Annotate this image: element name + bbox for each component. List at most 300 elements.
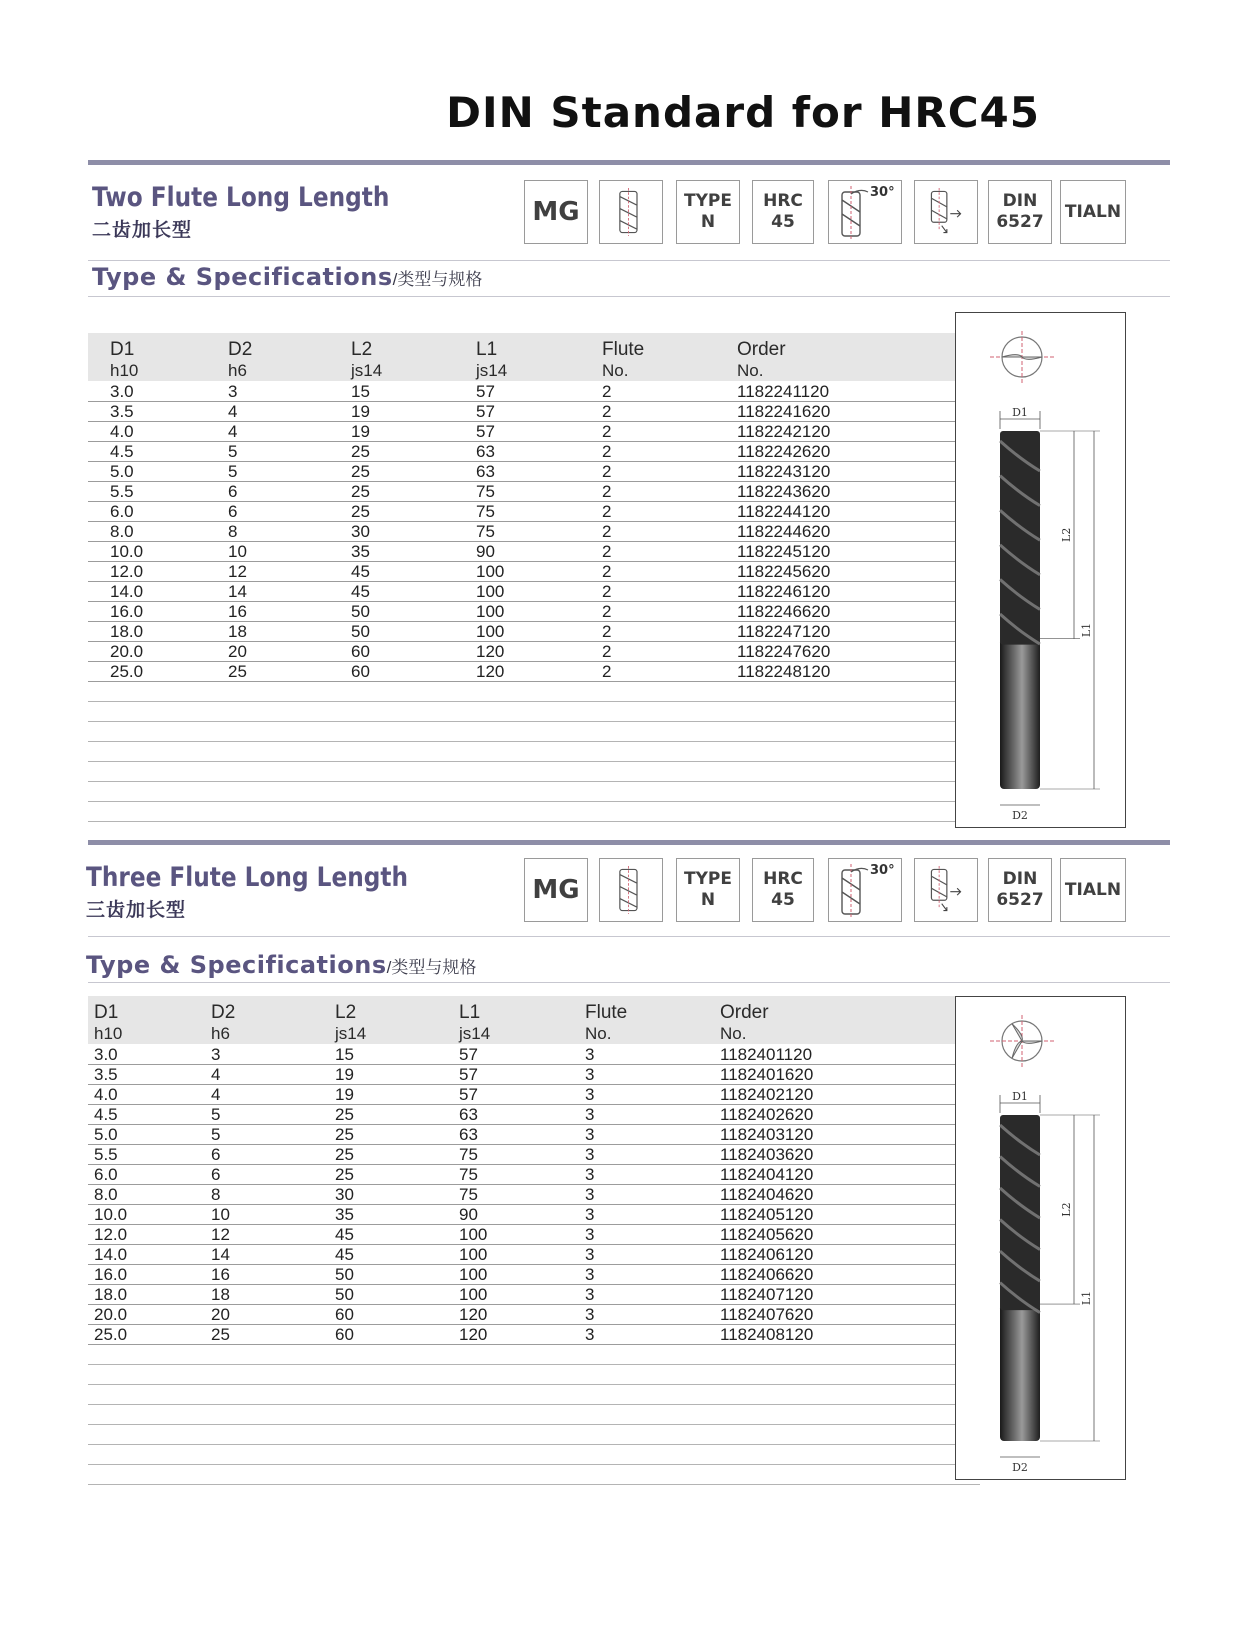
table-row <box>88 1244 980 1265</box>
table-cell: 100 <box>476 582 505 601</box>
table-cell: 3 <box>585 1185 595 1204</box>
table-row <box>88 641 980 662</box>
column-header <box>211 1002 235 1044</box>
table-cell: 15 <box>351 382 370 401</box>
table-cell: 1182246120 <box>737 582 831 601</box>
table-cell: 25 <box>335 1105 354 1124</box>
spec-badge <box>752 858 814 922</box>
table-cell: 1182241120 <box>737 382 830 401</box>
table-cell: 2 <box>602 662 612 681</box>
column-header-label: Order <box>720 1002 769 1023</box>
table-cell: 18 <box>211 1285 230 1304</box>
table-cell: 120 <box>476 662 505 681</box>
table-cell: 100 <box>459 1225 488 1244</box>
empty-table-row <box>88 761 980 782</box>
badge-label: 30° <box>870 185 895 200</box>
end-mill-drawing <box>956 313 1124 826</box>
column-header-label: Flute <box>602 339 645 360</box>
table-cell: 3 <box>585 1305 595 1324</box>
table-cell: 16.0 <box>110 602 144 621</box>
d1-label: D1 <box>1012 1090 1028 1103</box>
table-cell: 4.5 <box>110 442 134 461</box>
table-cell: 12 <box>211 1225 230 1244</box>
table-cell: 14 <box>228 582 247 601</box>
table-cell: 75 <box>459 1185 478 1204</box>
spec-title-en: Type & Specifications <box>92 263 393 291</box>
table-cell: 50 <box>351 602 370 621</box>
table-row <box>88 1164 980 1185</box>
table-cell: 10 <box>211 1205 230 1224</box>
empty-table-row <box>88 1464 980 1485</box>
table-cell: 3 <box>585 1125 595 1144</box>
helix-angle-30-icon <box>830 182 900 242</box>
table-cell: 19 <box>351 422 370 441</box>
table-cell: 1182241620 <box>737 402 831 421</box>
column-header-sub: js14 <box>459 1024 491 1043</box>
table-cell: 25 <box>351 482 370 501</box>
column-header-label: Order <box>737 339 786 360</box>
badge-label: N <box>700 890 716 910</box>
table-cell: 8.0 <box>110 522 134 541</box>
column-header <box>720 1002 769 1044</box>
center-cutting-icon <box>916 860 976 920</box>
table-row <box>88 1104 980 1125</box>
table-row <box>88 1064 980 1085</box>
table-cell: 3 <box>211 1045 221 1064</box>
badge-label: HRC <box>763 191 803 211</box>
table-row <box>88 401 980 422</box>
table-cell: 57 <box>459 1085 478 1104</box>
column-header-sub: No. <box>737 361 764 380</box>
table-cell: 1182406120 <box>720 1245 814 1264</box>
table-cell: 1182401620 <box>720 1065 814 1084</box>
table-cell: 100 <box>459 1285 488 1304</box>
table-cell: 90 <box>459 1205 478 1224</box>
table-cell: 100 <box>459 1265 488 1284</box>
table-cell: 5 <box>211 1125 221 1144</box>
spec-badge <box>524 180 588 244</box>
table-cell: 4 <box>228 422 238 441</box>
end-mill-drawing <box>956 997 1124 1478</box>
table-cell: 5.5 <box>94 1145 118 1164</box>
table-cell: 3 <box>585 1165 595 1184</box>
table-cell: 4 <box>211 1085 221 1104</box>
table-cell: 3 <box>585 1205 595 1224</box>
spec-badge <box>676 858 740 922</box>
tool-diagram <box>955 312 1126 828</box>
table-row <box>88 481 980 502</box>
divider-line <box>88 296 1170 297</box>
table-header <box>88 996 980 1044</box>
table-cell: 18 <box>228 622 247 641</box>
table-cell: 6.0 <box>94 1165 118 1184</box>
flute-helix-badge <box>599 180 663 244</box>
spec-table <box>88 996 980 1488</box>
table-cell: 14 <box>211 1245 230 1264</box>
column-header <box>228 339 252 381</box>
badge-label: DIN <box>1002 869 1038 889</box>
table-cell: 1182405620 <box>720 1225 814 1244</box>
table-row <box>88 541 980 562</box>
table-cell: 2 <box>602 402 612 421</box>
column-header-sub: h10 <box>94 1024 123 1043</box>
table-cell: 1182401120 <box>720 1045 813 1064</box>
spec-title <box>86 951 476 979</box>
table-cell: 25 <box>335 1165 354 1184</box>
section-subtitle: 三齿加长型 <box>86 900 187 921</box>
badge-label: 6527 <box>996 212 1044 232</box>
spec-badge <box>1060 858 1126 922</box>
table-cell: 75 <box>459 1165 478 1184</box>
table-row <box>88 421 980 442</box>
table-cell: 3 <box>585 1105 595 1124</box>
table-cell: 3 <box>228 382 238 401</box>
section-divider <box>88 160 1170 165</box>
column-header-label: D2 <box>211 1002 236 1023</box>
table-row <box>88 1304 980 1325</box>
table-cell: 25.0 <box>110 662 144 681</box>
table-cell: 3 <box>585 1325 595 1344</box>
table-cell: 10.0 <box>94 1205 128 1224</box>
table-row <box>88 561 980 582</box>
column-header <box>459 1002 490 1044</box>
table-cell: 1182402120 <box>720 1085 814 1104</box>
table-cell: 35 <box>351 542 370 561</box>
table-cell: 75 <box>476 502 495 521</box>
table-cell: 10 <box>228 542 247 561</box>
table-cell: 3 <box>585 1085 595 1104</box>
table-cell: 75 <box>459 1145 478 1164</box>
d2-label: D2 <box>1012 1461 1028 1474</box>
table-cell: 5 <box>228 442 238 461</box>
divider-line <box>88 936 1170 937</box>
flute-helix-icon <box>601 182 661 242</box>
table-cell: 2 <box>602 502 612 521</box>
table-cell: 2 <box>602 602 612 621</box>
center-cutting-badge <box>914 180 978 244</box>
spec-title-cn: /类型与规格 <box>386 958 477 977</box>
column-header-label: D1 <box>110 339 135 360</box>
table-cell: 4.0 <box>110 422 134 441</box>
badge-label: DIN <box>1002 191 1038 211</box>
column-header-label: Flute <box>585 1002 628 1023</box>
table-row <box>88 1124 980 1145</box>
table-cell: 1182408120 <box>720 1325 814 1344</box>
table-row <box>88 521 980 542</box>
table-cell: 2 <box>602 622 612 641</box>
table-cell: 1182405120 <box>720 1205 814 1224</box>
table-cell: 2 <box>602 582 612 601</box>
table-cell: 16 <box>228 602 247 621</box>
table-cell: 2 <box>602 422 612 441</box>
table-cell: 1182404620 <box>720 1185 814 1204</box>
spec-title-cn: /类型与规格 <box>392 270 483 289</box>
table-cell: 19 <box>335 1065 354 1084</box>
table-cell: 4 <box>228 402 238 421</box>
section-title: Three Flute Long Length <box>86 862 409 893</box>
table-cell: 57 <box>476 422 495 441</box>
table-cell: 3 <box>585 1065 595 1084</box>
empty-table-row <box>88 781 980 802</box>
column-header-sub: js14 <box>351 361 383 380</box>
table-cell: 1182242120 <box>737 422 831 441</box>
table-row <box>88 381 980 402</box>
table-cell: 3 <box>585 1225 595 1244</box>
table-cell: 5.5 <box>110 482 134 501</box>
table-cell: 120 <box>459 1325 488 1344</box>
table-row <box>88 1144 980 1165</box>
table-cell: 1182407120 <box>720 1285 814 1304</box>
column-header <box>94 1002 122 1044</box>
section-1 <box>0 160 1258 840</box>
table-cell: 57 <box>459 1045 478 1064</box>
table-cell: 1182243620 <box>737 482 831 501</box>
column-header-sub: js14 <box>335 1024 367 1043</box>
table-cell: 1182245120 <box>737 542 831 561</box>
table-cell: 6.0 <box>110 502 134 521</box>
table-cell: 4 <box>211 1065 221 1084</box>
table-cell: 14.0 <box>110 582 144 601</box>
table-cell: 45 <box>351 582 370 601</box>
badge-label: N <box>700 212 716 232</box>
table-cell: 63 <box>476 462 495 481</box>
table-cell: 2 <box>602 482 612 501</box>
table-cell: 12 <box>228 562 247 581</box>
table-cell: 57 <box>476 402 495 421</box>
column-header-sub: No. <box>720 1024 747 1043</box>
table-cell: 1182247620 <box>737 642 831 661</box>
table-cell: 6 <box>211 1165 221 1184</box>
spec-badge <box>988 858 1052 922</box>
badge-label: TIALN <box>1064 879 1122 900</box>
table-row <box>88 1264 980 1285</box>
table-cell: 20 <box>211 1305 230 1324</box>
helix-angle-30-badge <box>828 858 902 922</box>
table-cell: 20.0 <box>94 1305 128 1324</box>
table-cell: 2 <box>602 522 612 541</box>
section-2 <box>0 840 1258 1490</box>
table-cell: 75 <box>476 522 495 541</box>
table-cell: 35 <box>335 1205 354 1224</box>
column-header <box>351 339 382 381</box>
table-cell: 5.0 <box>110 462 134 481</box>
badge-label: TYPE <box>684 191 732 211</box>
empty-table-row <box>88 721 980 742</box>
column-header-sub: h10 <box>110 361 139 380</box>
table-cell: 3.5 <box>110 402 134 421</box>
column-header <box>335 1002 366 1044</box>
table-cell: 120 <box>476 642 505 661</box>
l2-label: L2 <box>1060 527 1073 542</box>
spec-title-en: Type & Specifications <box>86 951 387 979</box>
empty-table-row <box>88 681 980 702</box>
empty-table-row <box>88 1384 980 1405</box>
table-cell: 2 <box>602 562 612 581</box>
badge-label: MG <box>532 196 580 227</box>
table-cell: 45 <box>335 1225 354 1244</box>
helix-angle-30-icon <box>830 860 900 920</box>
table-cell: 3.5 <box>94 1065 118 1084</box>
table-cell: 2 <box>602 382 612 401</box>
table-cell: 1182244120 <box>737 502 831 521</box>
table-cell: 10.0 <box>110 542 144 561</box>
column-header <box>737 339 786 381</box>
table-cell: 25 <box>351 502 370 521</box>
table-cell: 60 <box>335 1325 354 1344</box>
table-cell: 45 <box>351 562 370 581</box>
spec-badge <box>524 858 588 922</box>
empty-table-row <box>88 1364 980 1385</box>
table-cell: 19 <box>351 402 370 421</box>
table-cell: 75 <box>476 482 495 501</box>
table-row <box>88 501 980 522</box>
table-cell: 90 <box>476 542 495 561</box>
table-cell: 3 <box>585 1265 595 1284</box>
column-header-label: D1 <box>94 1002 119 1023</box>
table-cell: 25 <box>351 442 370 461</box>
column-header-sub: h6 <box>211 1024 230 1043</box>
table-cell: 1182404120 <box>720 1165 814 1184</box>
table-row <box>88 621 980 642</box>
column-header-sub: h6 <box>228 361 247 380</box>
empty-table-row <box>88 1344 980 1365</box>
table-cell: 25 <box>335 1125 354 1144</box>
badge-label: 45 <box>771 212 795 232</box>
table-row <box>88 1204 980 1225</box>
table-cell: 25 <box>228 662 247 681</box>
badge-label: 6527 <box>996 890 1044 910</box>
table-cell: 6 <box>228 502 238 521</box>
table-cell: 4.5 <box>94 1105 118 1124</box>
empty-table-row <box>88 801 980 822</box>
table-cell: 100 <box>476 562 505 581</box>
table-cell: 5 <box>211 1105 221 1124</box>
l2-label: L2 <box>1060 1202 1073 1217</box>
section-subtitle: 二齿加长型 <box>92 220 193 241</box>
table-cell: 1182246620 <box>737 602 831 621</box>
table-cell: 16.0 <box>94 1265 128 1284</box>
table-cell: 14.0 <box>94 1245 128 1264</box>
table-cell: 45 <box>335 1245 354 1264</box>
table-cell: 57 <box>476 382 495 401</box>
table-cell: 4.0 <box>94 1085 118 1104</box>
table-row <box>88 661 980 682</box>
table-cell: 1182243120 <box>737 462 831 481</box>
column-header <box>602 339 644 381</box>
table-cell: 2 <box>602 462 612 481</box>
table-cell: 3 <box>585 1145 595 1164</box>
l1-label: L1 <box>1080 1290 1093 1306</box>
table-cell: 63 <box>476 442 495 461</box>
empty-table-row <box>88 701 980 722</box>
table-row <box>88 1184 980 1205</box>
table-cell: 1182407620 <box>720 1305 814 1324</box>
table-cell: 2 <box>602 642 612 661</box>
divider-line <box>88 260 1170 261</box>
table-cell: 1182403120 <box>720 1125 814 1144</box>
table-cell: 25 <box>335 1145 354 1164</box>
table-cell: 8 <box>211 1185 221 1204</box>
table-cell: 120 <box>459 1305 488 1324</box>
column-header-label: D2 <box>228 339 253 360</box>
table-cell: 1182245620 <box>737 562 831 581</box>
table-cell: 2 <box>602 442 612 461</box>
table-cell: 60 <box>351 662 370 681</box>
table-row <box>88 1044 980 1065</box>
table-cell: 8 <box>228 522 238 541</box>
table-cell: 6 <box>228 482 238 501</box>
table-cell: 50 <box>351 622 370 641</box>
table-cell: 100 <box>459 1245 488 1264</box>
table-cell: 20 <box>228 642 247 661</box>
spec-title <box>92 263 482 291</box>
table-cell: 60 <box>335 1305 354 1324</box>
table-cell: 100 <box>476 622 505 641</box>
table-cell: 20.0 <box>110 642 144 661</box>
column-header <box>110 339 138 381</box>
table-cell: 19 <box>335 1085 354 1104</box>
badge-label: TIALN <box>1064 201 1122 222</box>
empty-table-row <box>88 1404 980 1425</box>
table-row <box>88 1224 980 1245</box>
table-cell: 57 <box>459 1065 478 1084</box>
table-cell: 1182406620 <box>720 1265 814 1284</box>
section-title: Two Flute Long Length <box>92 182 390 213</box>
table-cell: 5.0 <box>94 1125 118 1144</box>
spec-badge <box>752 180 814 244</box>
table-cell: 50 <box>335 1265 354 1284</box>
table-cell: 1182247120 <box>737 622 831 641</box>
table-row <box>88 1084 980 1105</box>
table-header <box>88 333 980 381</box>
table-row <box>88 461 980 482</box>
page-title: DIN Standard for HRC45 <box>446 88 1040 137</box>
divider-line <box>88 982 1170 983</box>
spec-badge <box>988 180 1052 244</box>
table-cell: 6 <box>211 1145 221 1164</box>
table-cell: 3.0 <box>94 1045 118 1064</box>
flute-helix-icon <box>601 860 661 920</box>
column-header-sub: No. <box>585 1024 612 1043</box>
table-row <box>88 1284 980 1305</box>
table-cell: 50 <box>335 1285 354 1304</box>
table-cell: 1182248120 <box>737 662 831 681</box>
column-header-label: L1 <box>459 1002 481 1023</box>
table-cell: 1182244620 <box>737 522 831 541</box>
table-cell: 3 <box>585 1245 595 1264</box>
center-cutting-icon <box>916 182 976 242</box>
table-cell: 2 <box>602 542 612 561</box>
d1-label: D1 <box>1012 406 1028 419</box>
table-cell: 25 <box>211 1325 230 1344</box>
table-cell: 3 <box>585 1285 595 1304</box>
table-cell: 25.0 <box>94 1325 128 1344</box>
l1-label: L1 <box>1080 622 1093 638</box>
tool-diagram <box>955 996 1126 1480</box>
table-cell: 60 <box>351 642 370 661</box>
spec-badge <box>676 180 740 244</box>
flute-helix-badge <box>599 858 663 922</box>
table-cell: 15 <box>335 1045 354 1064</box>
badge-label: 45 <box>771 890 795 910</box>
table-cell: 1182403620 <box>720 1145 814 1164</box>
table-cell: 30 <box>351 522 370 541</box>
table-cell: 25 <box>351 462 370 481</box>
table-cell: 30 <box>335 1185 354 1204</box>
column-header-sub: js14 <box>476 361 508 380</box>
table-cell: 3 <box>585 1045 595 1064</box>
table-cell: 63 <box>459 1105 478 1124</box>
